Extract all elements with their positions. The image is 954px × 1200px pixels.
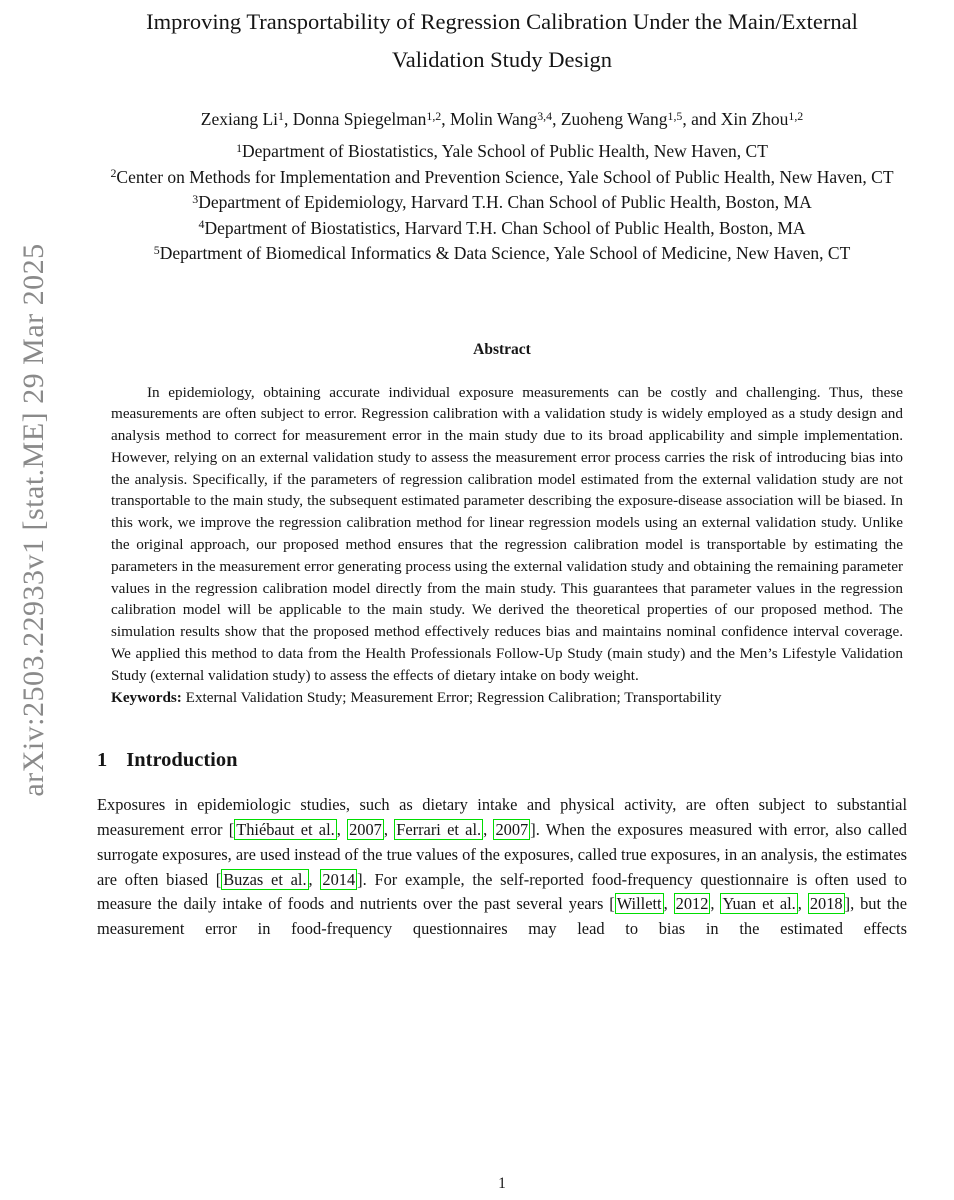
affiliation-marker: 3: [192, 191, 199, 206]
affiliation-line: $^2$Center on Methods for Implementation and Prevention Science, Yale School of Public Health, New Haven, CT: [110, 166, 894, 187]
citation-link[interactable]: Thiébaut et al.: [236, 820, 335, 840]
paper-page: [97, 0, 907, 958]
citation-link[interactable]: 2012: [675, 894, 709, 914]
author-affiliation-marker: 1,2: [426, 108, 442, 123]
author-affiliation-marker: 1,2: [788, 108, 804, 123]
citation-link[interactable]: 2018: [809, 894, 843, 914]
author-name: Molin Wang: [450, 109, 538, 129]
affiliation-marker: 1: [236, 140, 243, 155]
author-name: Zuoheng Wang: [560, 109, 668, 129]
keywords-line: [111, 687, 903, 709]
affiliation-line: $^1$Department of Biostatistics, Yale School of Public Health, New Haven, CT: [236, 140, 768, 161]
citation-link[interactable]: Yuan et al.: [722, 894, 796, 914]
arxiv-watermark: arXiv:2503.22933v1 [stat.ME] 29 Mar 2025: [17, 243, 50, 797]
section-title: Introduction: [126, 749, 238, 772]
citation-link[interactable]: 2007: [349, 820, 382, 840]
abstract-heading: Abstract: [473, 340, 531, 358]
section-number: 1: [97, 749, 108, 772]
abstract-block: [111, 382, 903, 709]
author-name: Xin Zhou: [720, 109, 789, 129]
affiliation-marker: 5: [153, 242, 160, 257]
affiliation-line: $^5$Department of Biomedical Informatics & Data Science, Yale School of Medicine, New Haven, CT: [153, 242, 851, 263]
section-heading-introduction: [97, 749, 907, 772]
keywords-label: Keywords:: [111, 688, 182, 706]
author-name: Zexiang Li: [200, 109, 279, 129]
author-name: Donna Spiegelman: [292, 109, 427, 129]
author-affiliation-marker: 1: [278, 108, 284, 123]
affiliation-line: $^3$Department of Epidemiology, Harvard T.H. Chan School of Public Health, Boston, MA: [192, 191, 812, 212]
citation-link[interactable]: 2007: [495, 820, 529, 840]
author-affiliation-marker: 3,4: [537, 108, 553, 123]
paper-title: Improving Transportability of Regression Calibration Under the Main/External Validation Study Design: [146, 9, 858, 72]
introduction-paragraph: Exposures in epidemiologic studies, such as dietary intake and physical activity, are often subject to substantial measurement error [ Thiébaut et al. , 2007 , Ferrari et al. , 2007 ]. When the exposures measured with error, also called surrogate exposures, are used instead of the true values of the exposures, called true exposures, in an analysis, the estimates are often biased [ Buzas et al. , 2014 ]. For example, the self-reported food-frequency questionnaire is often used to measure the daily intake of foods and nutrients over the past several years [ Willett , 2012 , Yuan et al. , 2018 ], but the measurement error in food-frequency questionnaires may lead to bias in the estimated effects: [97, 795, 908, 938]
page-number: 1: [498, 1175, 506, 1192]
affiliation-list: [97, 139, 907, 267]
author-affiliation-marker: 1,5: [667, 108, 683, 123]
affiliation-line: $^4$Department of Biostatistics, Harvard T.H. Chan School of Public Health, Boston, MA: [198, 217, 806, 238]
citation-link[interactable]: 2014: [322, 869, 356, 889]
author-line: Zexiang Li$^1$, Donna Spiegelman$^{1,2}$, Molin Wang$^{3,4}$, Zuoheng Wang$^{1,5}$, and Xin Zhou$^{1,2}$: [200, 108, 804, 129]
abstract-text: In epidemiology, obtaining accurate individual exposure measurements can be costly and challenging. Thus, these measurements are often subject to error. Regression calibration with a validation study is widely employed as a study design and analysis method to correct for measurement error in the main study due to its broad applicability and simple implementation. However, relying on an external validation study to assess the measurement error process carries the risk of introducing bias into the analysis. Specifically, if the parameters of regression calibration model estimated from the external validation study are not transportable to the main study, the subsequent estimated parameter describing the exposure-disease association will be biased. In this work, we improve the regression calibration method for linear regression models using an external validation study. Unlike the original approach, our proposed method ensures that the regression calibration model is transportable by estimating the parameters in the measurement error generating process using the external validation study and obtaining the remaining parameter values in the regression calibration model directly from the main study. This guarantees that parameter values in the regression calibration model will be applicable to the main study. We derived the theoretical properties of our proposed method. The simulation results show that the proposed method effectively reduces bias and maintains nominal confidence interval coverage. We applied this method to data from the Health Professionals Follow-Up Study (main study) and the Men’s Lifestyle Validation Study (external validation study) to assess the effects of dietary intake on body weight.: [111, 383, 903, 684]
citation-link[interactable]: Willett: [616, 894, 662, 914]
citation-link[interactable]: Ferrari et al.: [396, 820, 482, 840]
citation-link[interactable]: Buzas et al.: [223, 869, 307, 889]
affiliation-marker: 2: [110, 166, 117, 181]
keywords-text: External Validation Study; Measurement Error; Regression Calibration; Transportability: [181, 688, 722, 706]
affiliation-marker: 4: [198, 217, 205, 232]
